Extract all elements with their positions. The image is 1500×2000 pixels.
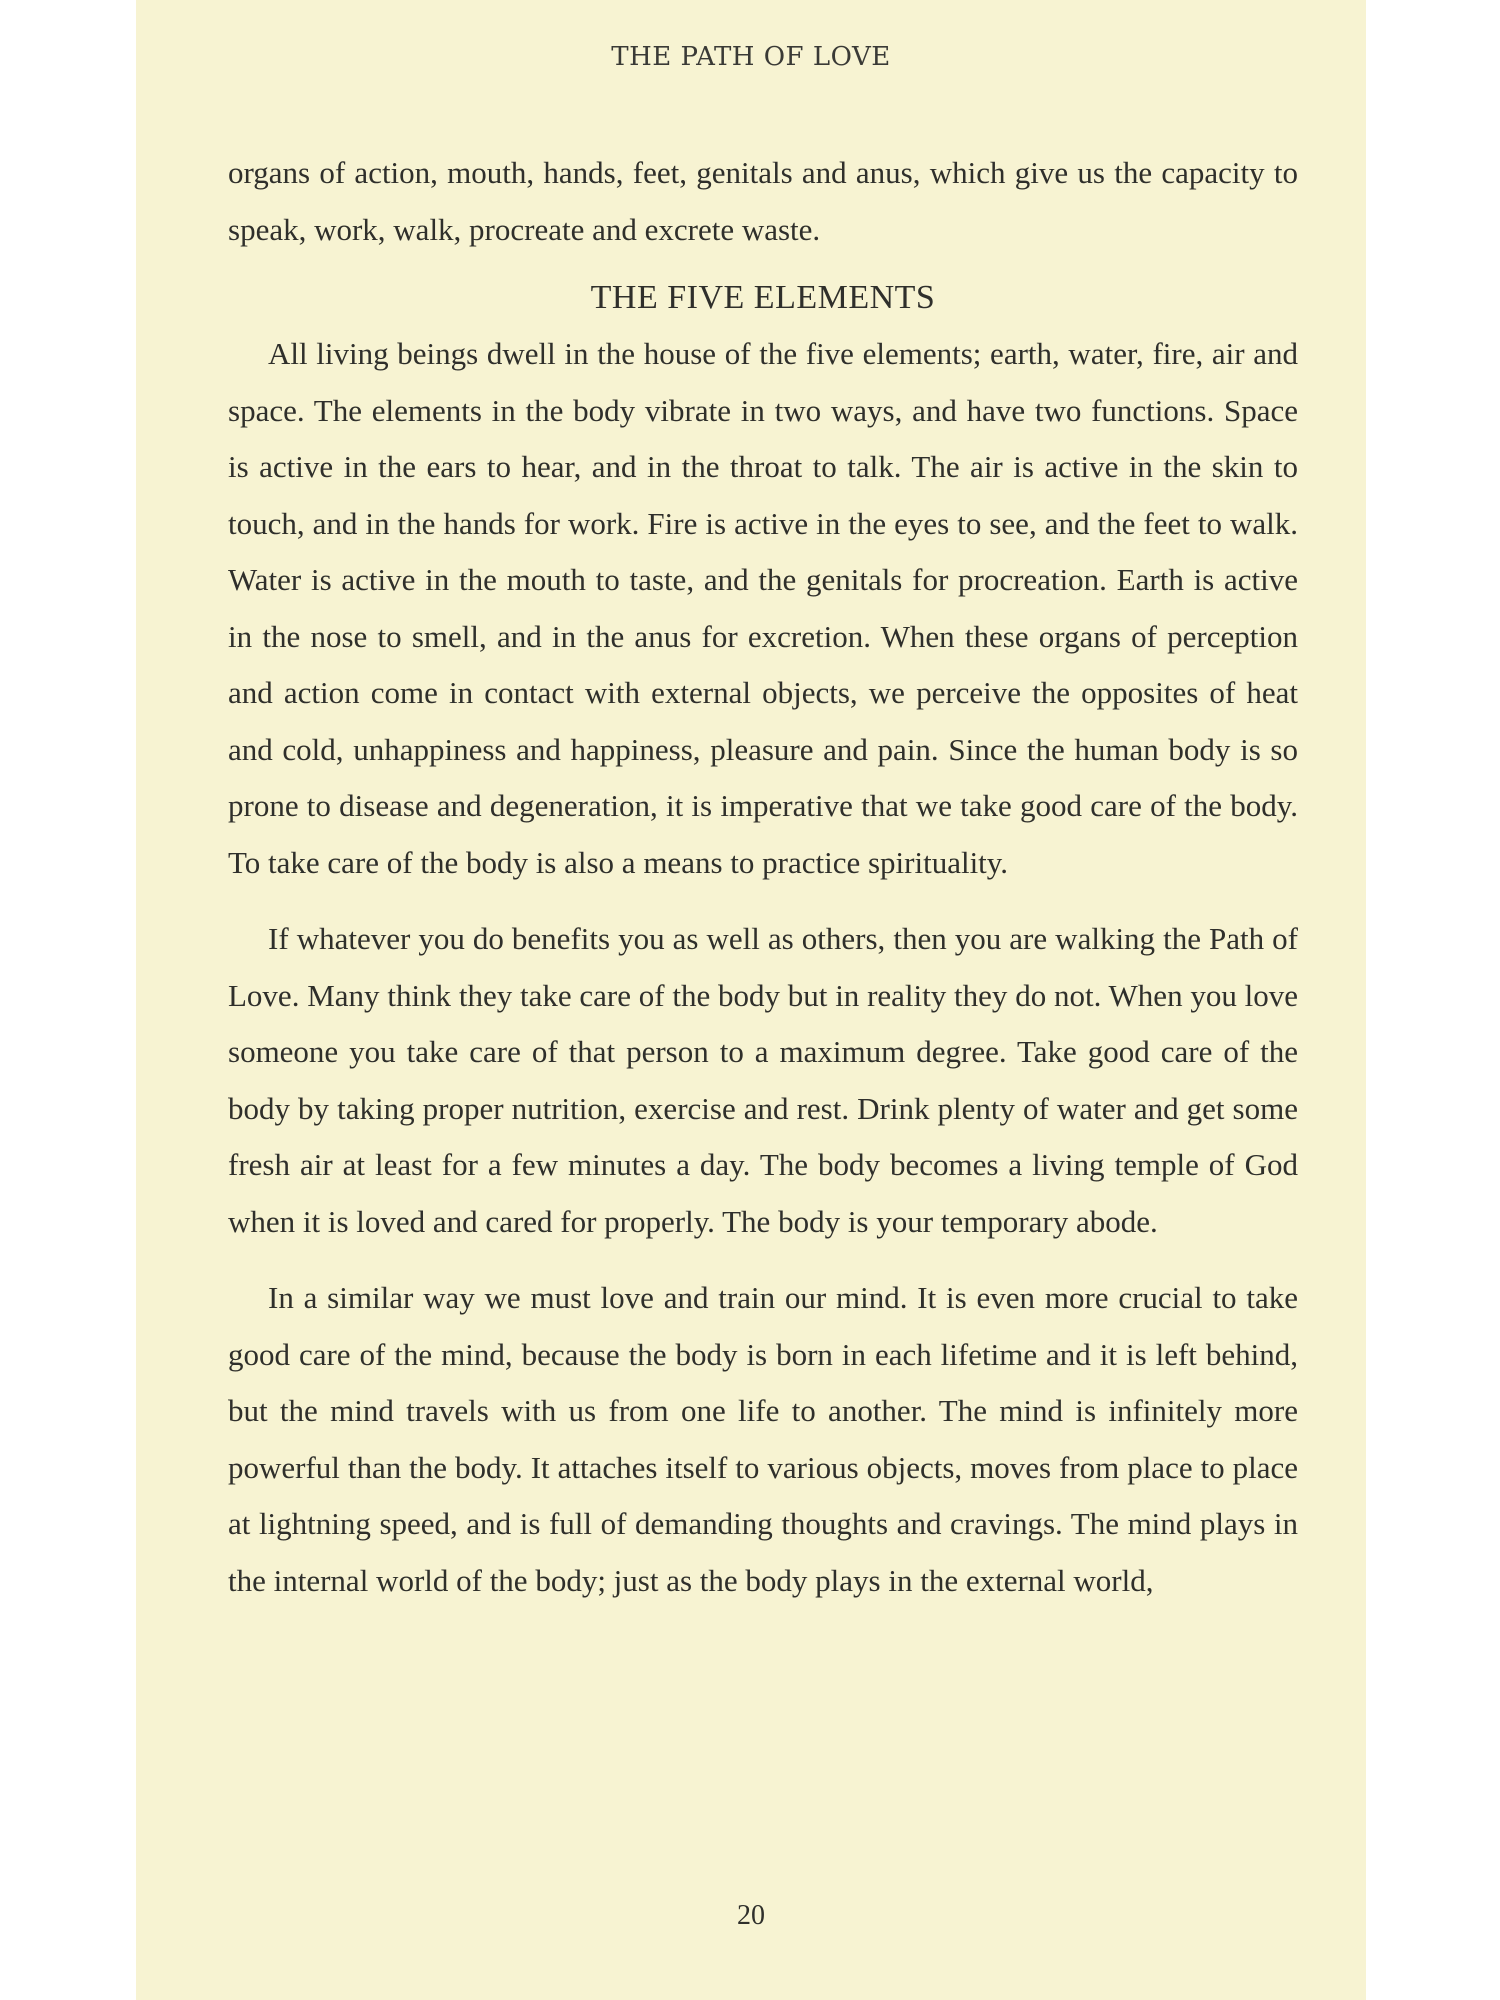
paragraph-2: If whatever you do benefits you as well as others, then you are walking the Path of Love. Many think they take care of the body but in reality they do not. When you love someone you take care of that person to a maximum degree. Take good care of the body by taking proper nutrition, exercise and rest. Drink plenty of water and get some fresh air at least for a few minutes a day. The body becomes a living temple of God when it is loved and cared for properly. The body is your temporary abode. [228,921,1298,1239]
book-page [136,0,1366,2000]
paragraph-3: In a similar way we must love and train our mind. It is even more crucial to take good care of the mind, because the body is born in each lifetime and it is left behind, but the mind travels with us from one life to another. The mind is infinitely more powerful than the body. It attaches itself to various objects, moves from place to place at lightning speed, and is full of demanding thoughts and cravings. The mind plays in the internal world of the body; just as the body plays in the external world, [228,1280,1298,1598]
intro-paragraph: organs of action, mouth, hands, feet, genitals and anus, which give us the capacity to speak, work, walk, procreate and excrete waste. [228,155,1298,247]
page-body [228,145,1298,1609]
paragraph-1: All living beings dwell in the house of the five elements; earth, water, fire, air and space. The elements in the body vibrate in two ways, and have two functions. Space is active in the ears to hear, and in the throat to talk. The air is active in the skin to touch, and in the hands for work. Fire is active in the eyes to see, and the feet to walk. Water is active in the mouth to taste, and the genitals for procreation. Earth is active in the nose to smell, and in the anus for excretion. When these organs of perception and action come in contact with external objects, we perceive the opposites of heat and cold, unhappiness and happiness, pleasure and pain. Since the human body is so prone to disease and degeneration, it is imperative that we take good care of the body. To take care of the body is also a means to practice spirituality. [228,336,1298,880]
section-heading: THE FIVE ELEMENTS [590,279,936,316]
page-number: 20 [737,1900,765,1931]
running-head: THE PATH OF LOVE [611,42,891,72]
